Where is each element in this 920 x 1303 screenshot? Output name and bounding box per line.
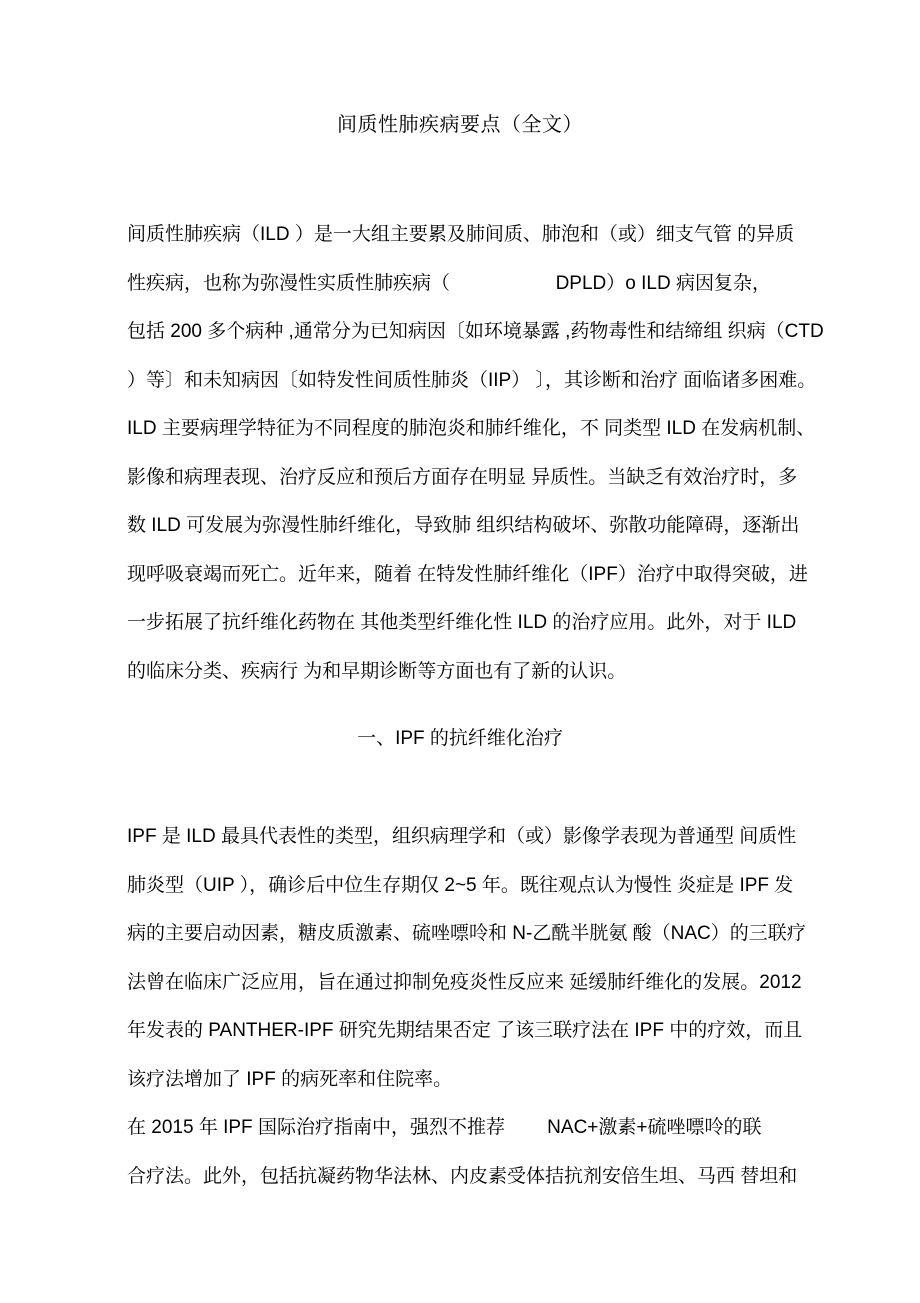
text-line: IPF 是 ILD 最具代表性的类型，组织病理学和（或）影像学表现为普通型 间质性 [127, 826, 797, 847]
text-line: 年发表的 PANTHER-IPF 研究先期结果否定 了该三联疗法在 IPF 中的疗效，而且 [127, 1020, 803, 1041]
text-line: 病的主要启动因素，糖皮质激素、硫唑嘌呤和 N-乙酰半胱氨 酸（NAC）的三联疗 [127, 923, 806, 944]
text-line: 数 ILD 可发展为弥漫性肺纤维化，导致肺 组织结构破坏、弥散功能障碍，逐渐出 [127, 515, 800, 536]
paragraph-intro [127, 211, 824, 696]
paragraph-2015-guideline [127, 1104, 799, 1201]
text-line: 肺炎型（UIP ），确诊后中位生存期仅 2~5 年。既往观点认为慢性 炎症是 IPF 发 [127, 874, 794, 896]
section-heading-ipf-antifibrotic-therapy: 一、IPF 的抗纤维化治疗 [357, 728, 563, 749]
text-line: 的临床分类、疾病行 为和早期诊断等方面也有了新的认识。 [127, 660, 627, 682]
text-line: 包括 200 多个病种 ,通常分为已知病因〔如环境暴露 ,药物毒性和结缔组 织病（CTD [127, 321, 824, 342]
text-line: 影像和病理表现、治疗反应和预后方面存在明显 异质性。当缺乏有效治疗时，多 [127, 466, 798, 488]
text-line: ）等〕和未知病因〔如特发性间质性肺炎（IIP） 〕，其诊断和治疗 面临诸多困难。 [127, 369, 817, 391]
document-title: 间质性肺疾病要点（全文） [337, 114, 583, 136]
text-line: 该疗法增加了 IPF 的病死率和住院率。 [127, 1068, 453, 1090]
paragraph-ipf-overview [127, 813, 806, 1104]
text-line: 一步拓展了抗纤维化药物在 其他类型纤维化性 ILD 的治疗应用。此外，对于 ILD [127, 612, 797, 633]
text-line: 现呼吸衰竭而死亡。近年来，随着 在特发性肺纤维化（IPF）治疗中取得突破，进 [127, 563, 808, 585]
text-line: 在 2015 年 IPF 国际治疗指南中，强烈不推荐 NAC+激素+硫唑嘌呤的联 [127, 1117, 762, 1138]
text-line: 间质性肺疾病（ILD ）是一大组主要累及肺间质、肺泡和（或）细支气管 的异质 [127, 224, 795, 245]
text-line: 合疗法。此外，包括抗凝药物华法林、内皮素受体拮抗剂安倍生坦、马西 替坦和 [127, 1165, 798, 1187]
text-line: 法曾在临床广泛应用，旨在通过抑制免疫炎性反应来 延缓肺纤维化的发展。2012 [127, 971, 802, 993]
text-line: ILD 主要病理学特征为不同程度的肺泡炎和肺纤维化，不 同类型 ILD 在发病机制、 [127, 418, 816, 439]
text-line: 性疾病，也称为弥漫性实质性肺疾病（ DPLD）o ILD 病因复杂， [127, 272, 771, 294]
